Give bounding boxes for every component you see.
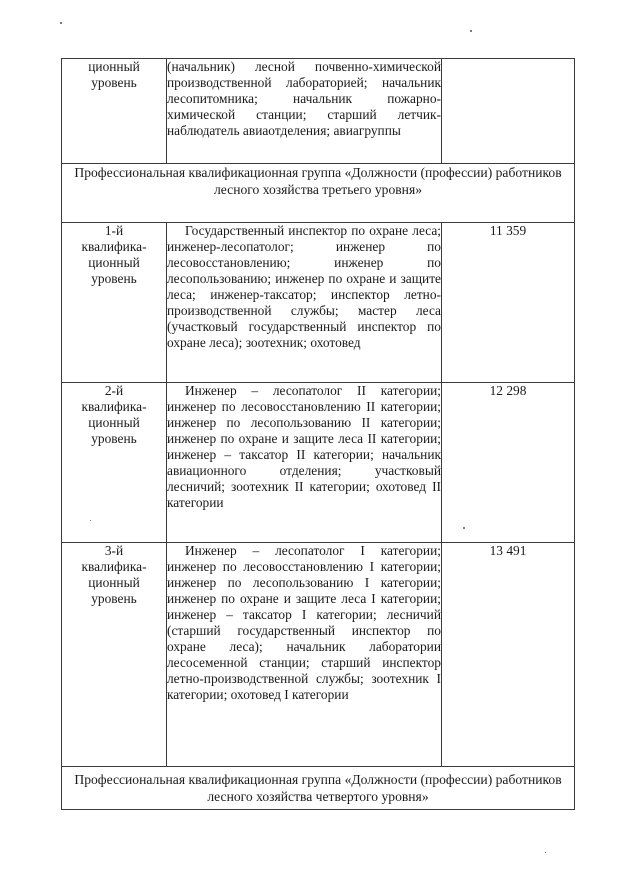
table-row [62, 59, 575, 164]
level-cell [62, 59, 167, 164]
level-label: 3-й квалифика- ционный уровень [81, 543, 147, 606]
group-header-row [62, 767, 575, 810]
salary-cell [442, 543, 575, 767]
level-cell [62, 383, 167, 543]
salary-value: 11 359 [489, 223, 527, 238]
salary-cell [442, 383, 575, 543]
group-title-fourth-level: Профессиональная квалификационная группа «Должности (профессии) работников лесного хозяйства четвертого уровня» [62, 767, 575, 810]
duties-cell [167, 543, 442, 767]
salary-cell [442, 59, 575, 164]
level-label: 1-й квалифика- ционный уровень [81, 223, 147, 286]
duties-cell [167, 223, 442, 383]
group-title-third-level: Профессиональная квалификационная группа «Должности (профессии) работников лесного хозяйства третьего уровня» [62, 164, 575, 223]
table-row [62, 383, 575, 543]
duties-cell [167, 383, 442, 543]
table-row [62, 543, 575, 767]
salary-cell [442, 223, 575, 383]
duties-text: (начальник) лесной почвенно-химической производственной лабораторией; начальник лесопитомника; начальник пожарно-химической станции; старший летчик-наблюдатель авиаотделения; авиагруппы [167, 59, 441, 138]
level-label: ционный уровень [88, 59, 140, 90]
level-label: 2-й квалифика- ционный уровень [81, 383, 147, 446]
scan-speck [470, 30, 472, 32]
table-row [62, 223, 575, 383]
duties-text: Государственный инспектор по охране леса; инженер-лесопатолог; инженер по лесовосстановлению; инженер по лесопользованию; инженер по охране и защите леса; инженер-таксатор; инспектор летно-производственной службы; мастер леса (участковый государственный инспектор по охране леса); зоотехник; охотовед [167, 223, 441, 350]
salary-value: 13 491 [489, 543, 527, 558]
salary-value: 12 298 [489, 383, 527, 398]
duties-text: Инженер – лесопатолог I категории; инженер по лесовосстановлению I категории; инженер по лесопользованию I категории; инженер по охране и защите леса I категории; инженер – таксатор I категории; лесничий (старший государственный инспектор по охране леса); начальник лаборатории лесосеменной станции; старший инспектор летно-производственной службы; зоотехник I категории; охотовед I категории [167, 543, 441, 702]
duties-text: Инженер – лесопатолог II категории; инженер по лесовосстановлению II категории; инженер по лесопользованию II категории; инженер по охране и защите леса II категории; инженер – таксатор II категории; начальник авиационного отделения; участковый лесничий; зоотехник II категории; охотовед II категории [167, 383, 441, 510]
level-cell [62, 543, 167, 767]
level-cell [62, 223, 167, 383]
scan-speck [545, 852, 546, 853]
group-header-row [62, 164, 575, 223]
scan-speck [60, 22, 62, 24]
duties-cell [167, 59, 442, 164]
qualification-table [61, 58, 575, 810]
